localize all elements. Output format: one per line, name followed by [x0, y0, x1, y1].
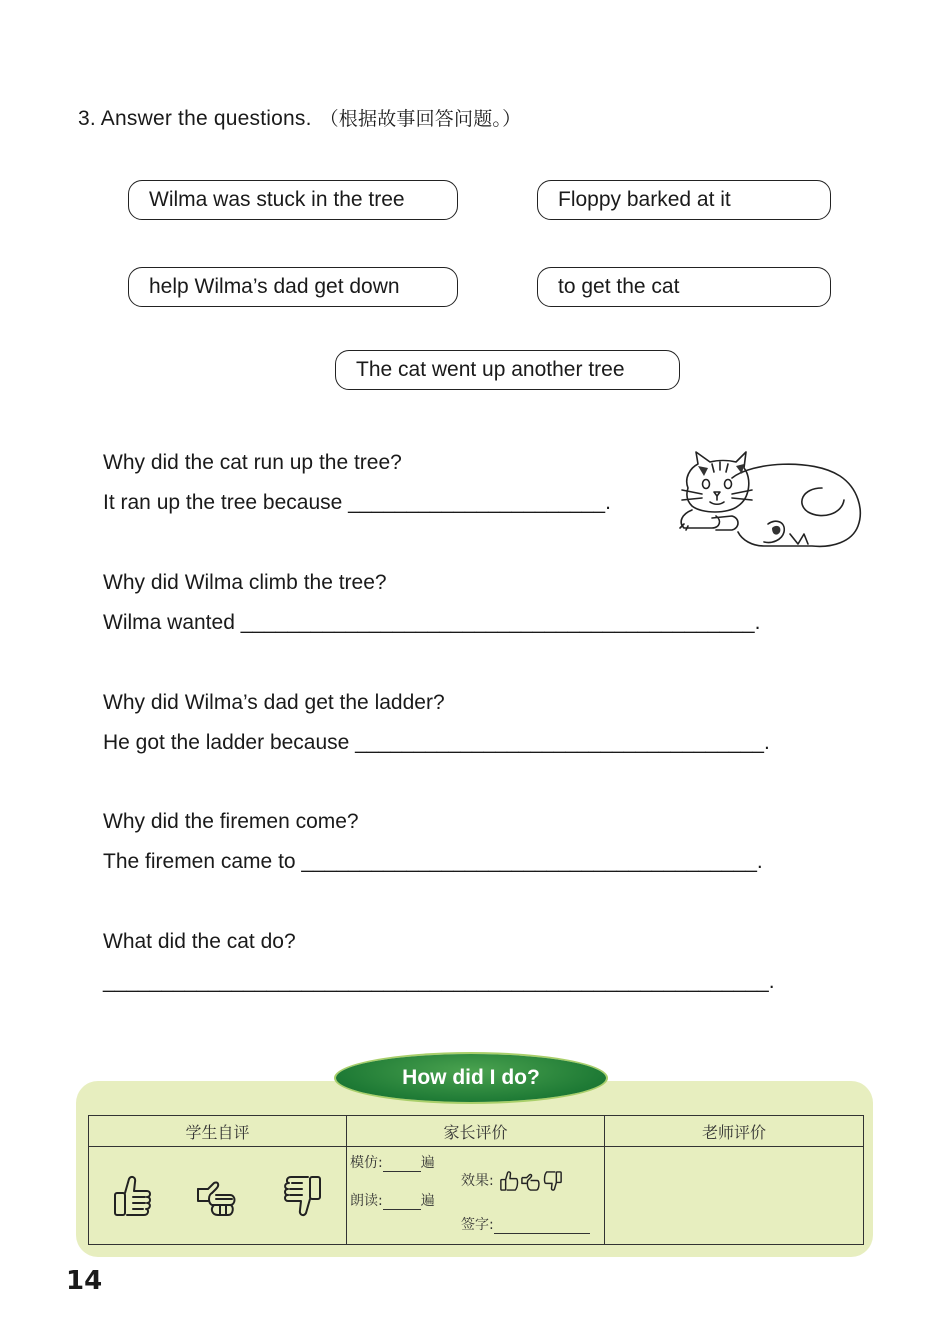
imitate-row [350, 1152, 435, 1172]
option-pill: help Wilma’s dad get down [128, 267, 458, 307]
exercise-heading [78, 104, 521, 131]
thumbs-down-icon[interactable] [542, 1170, 564, 1192]
student-rating-cell [89, 1147, 347, 1245]
student-column-header: 学生自评 [89, 1116, 347, 1147]
question-1: Why did the cat run up the tree? [103, 451, 402, 474]
answer-line-3[interactable]: He got the ladder because ___________________________________. [103, 731, 770, 754]
answer-line-1[interactable]: It ran up the tree because ______________________. [103, 491, 611, 514]
heading-text: 3. Answer the questions. [78, 107, 312, 130]
effect-label: 效果: [461, 1172, 494, 1189]
read-count-blank[interactable] [383, 1195, 421, 1210]
answer-line-5[interactable]: _________________________________________________________. [103, 970, 775, 993]
answer-line-2[interactable]: Wilma wanted ____________________________________________. [103, 611, 761, 634]
option-pill: to get the cat [537, 267, 831, 307]
thumbs-up-icon[interactable] [109, 1173, 155, 1219]
read-row [350, 1190, 435, 1210]
parent-rating-cell [347, 1147, 605, 1245]
question-3: Why did Wilma’s dad get the ladder? [103, 691, 445, 714]
evaluation-table [88, 1115, 864, 1245]
option-pill: The cat went up another tree [335, 350, 680, 390]
heading-chinese: （根据故事回答问题。） [319, 108, 522, 130]
parent-column-header: 家长评价 [347, 1116, 605, 1147]
cat-illustration [672, 448, 868, 554]
effect-row [461, 1170, 564, 1192]
answer-line-4[interactable]: The firemen came to _______________________________________. [103, 850, 763, 873]
teacher-rating-cell[interactable] [605, 1147, 864, 1245]
sign-label: 签字: [461, 1216, 494, 1233]
thumbs-up-icon[interactable] [498, 1170, 520, 1192]
how-did-i-do-badge: How did I do? [336, 1054, 606, 1102]
imitate-times: 遍 [420, 1154, 435, 1171]
question-2: Why did Wilma climb the tree? [103, 571, 387, 594]
option-pill: Wilma was stuck in the tree [128, 180, 458, 220]
read-label: 朗读: [350, 1192, 383, 1209]
ok-hand-icon[interactable] [520, 1170, 542, 1192]
thumbs-down-icon[interactable] [280, 1173, 326, 1219]
page-number: 14 [66, 1266, 103, 1296]
imitate-count-blank[interactable] [383, 1157, 421, 1172]
sign-row [461, 1214, 590, 1234]
ok-hand-icon[interactable] [194, 1173, 240, 1219]
teacher-column-header: 老师评价 [605, 1116, 864, 1147]
question-5: What did the cat do? [103, 930, 296, 953]
question-4: Why did the firemen come? [103, 810, 359, 833]
imitate-label: 模仿: [350, 1154, 383, 1171]
sign-blank[interactable] [494, 1219, 590, 1234]
option-pill: Floppy barked at it [537, 180, 831, 220]
read-times: 遍 [420, 1192, 435, 1209]
